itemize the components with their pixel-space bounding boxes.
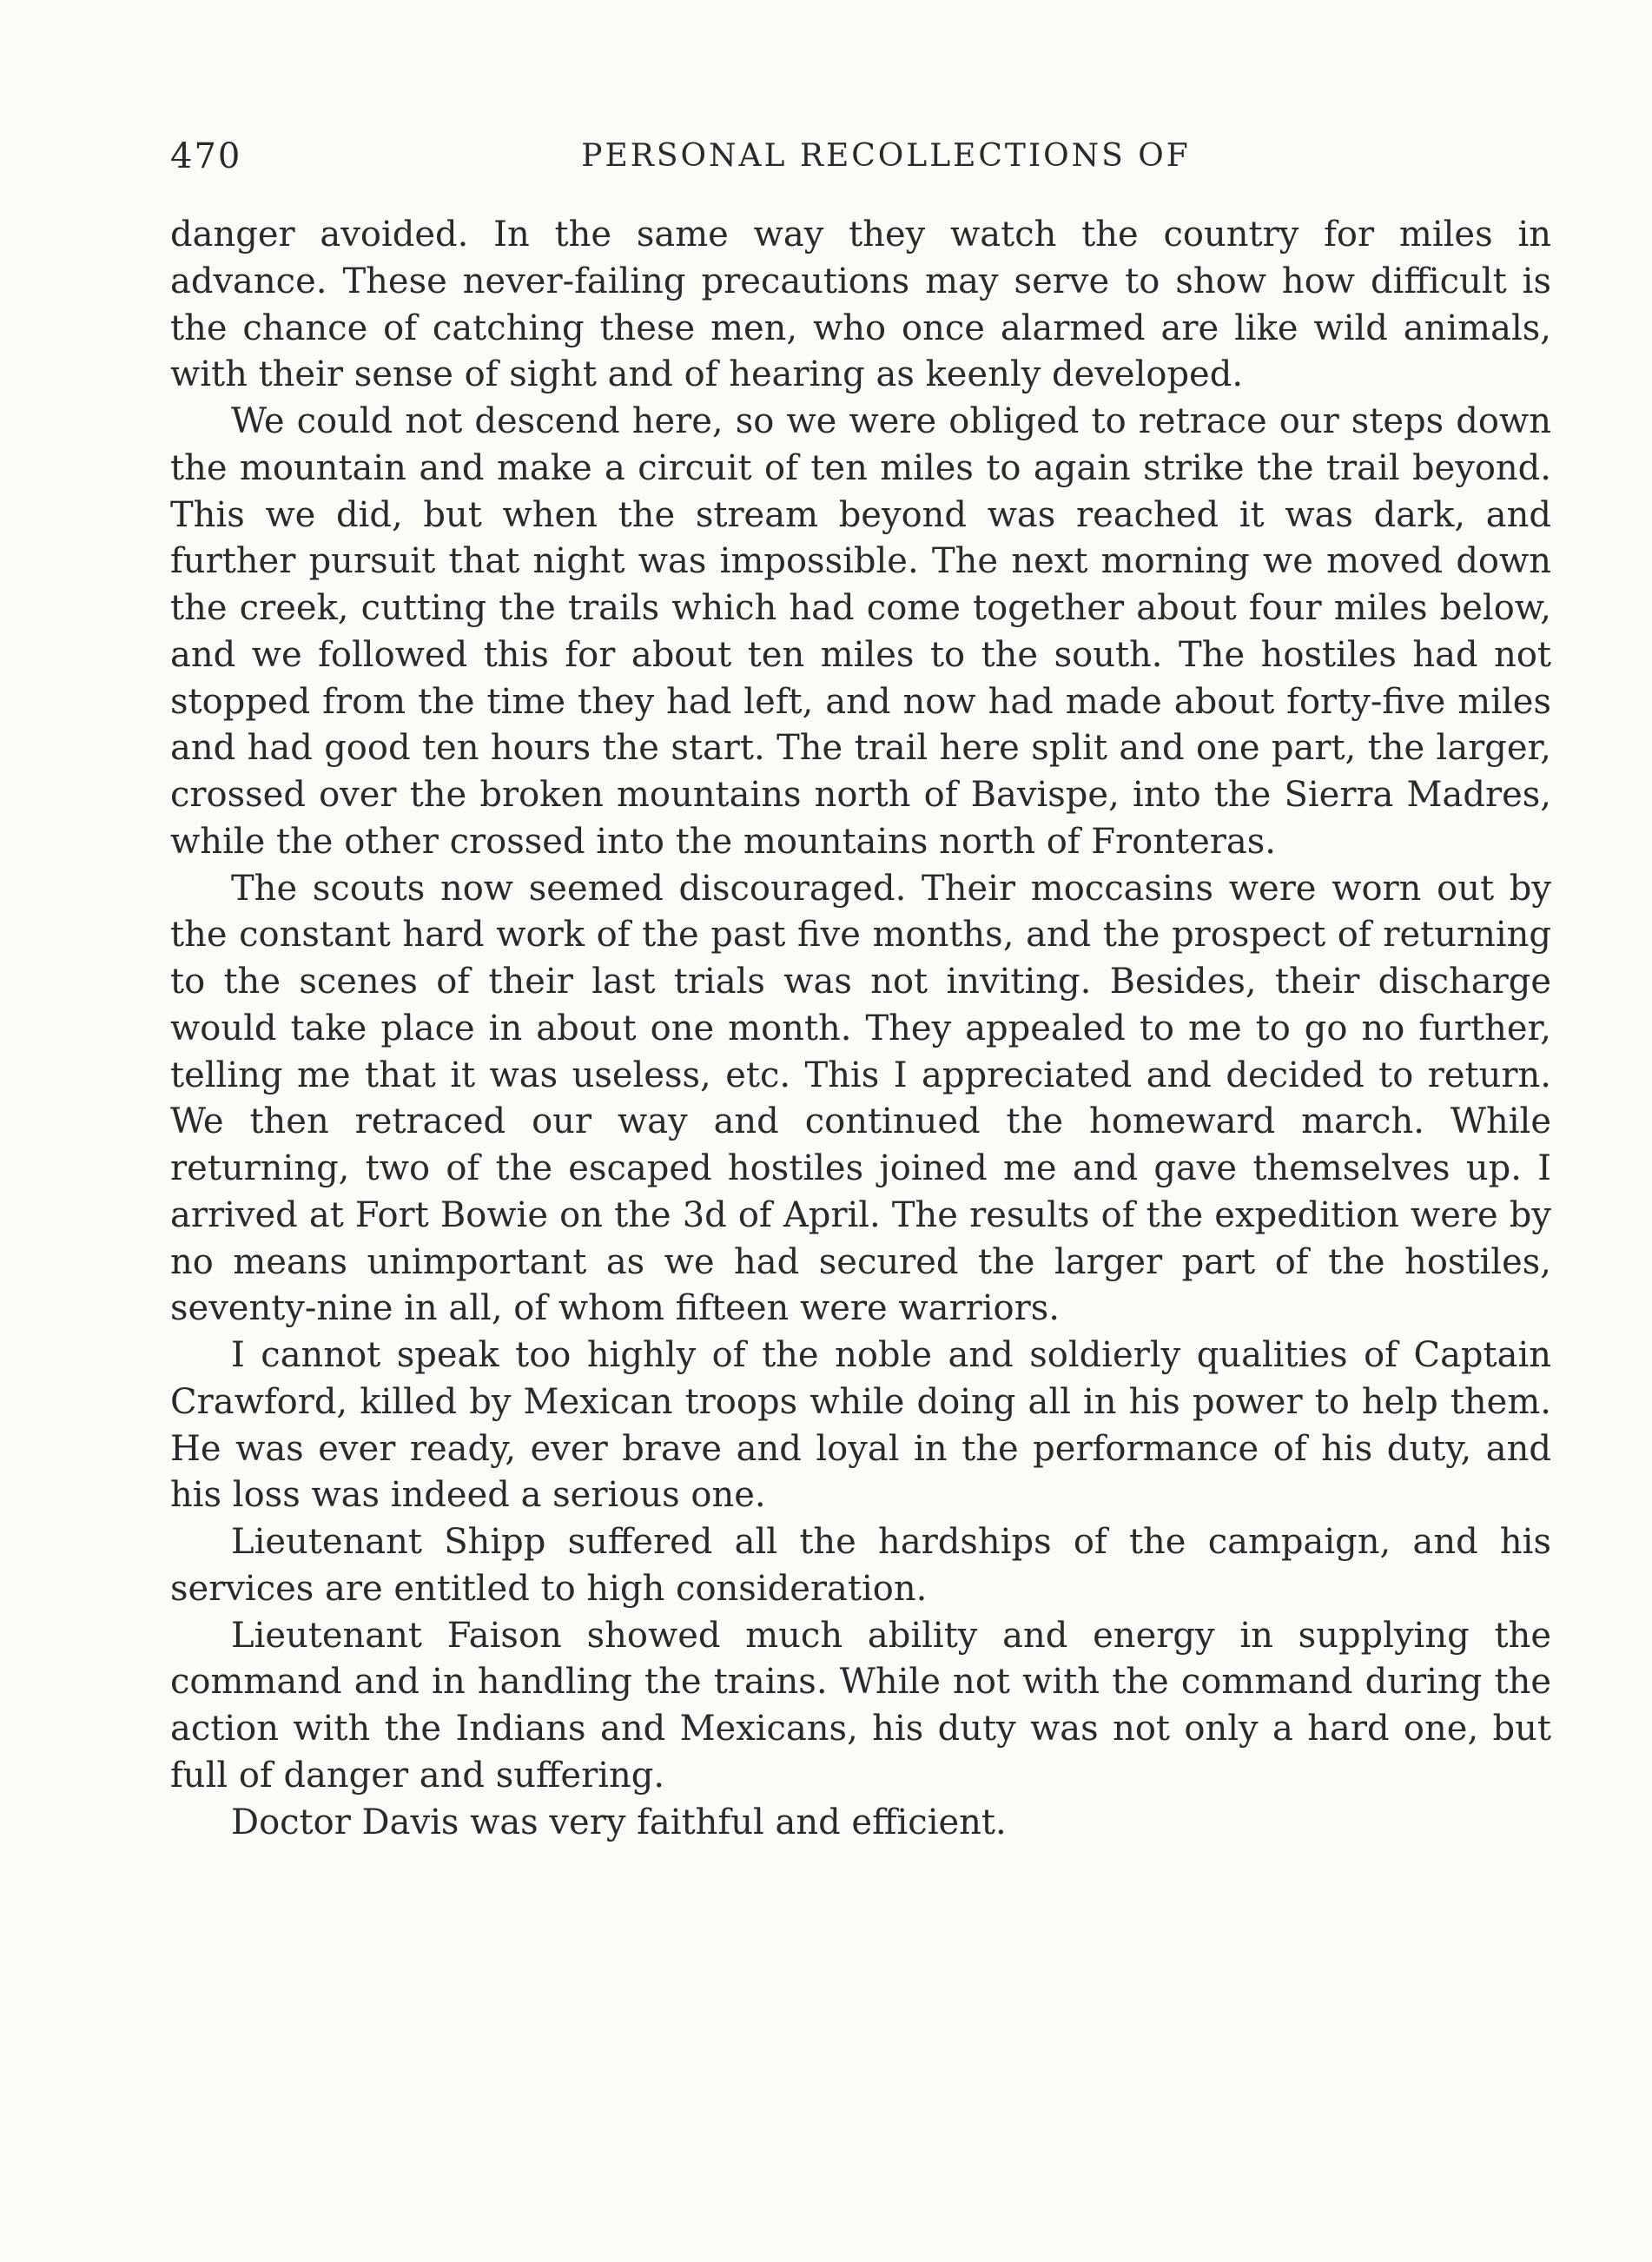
paragraph: We could not descend here, so we were obliged to retrace our steps down the mountain and make a circuit of ten miles to again strike the trail beyond. This we did, but when the stream beyond was reached it was dark, and further pursuit that night was impossible. The next morning we moved down the creek, cutting the trails which had come together about four miles below, and we followed this for about ten miles to the south. The hostiles had not stopped from the time they had left, and now had made about forty-five miles and had good ten hours the start. The trail here split and one part, the larger, crossed over the broken mountains north of Bavispe, into the Sierra Madres, while the other crossed into the mountains north of Fronteras. xyxy=(170,401,1551,862)
paragraph: The scouts now seemed discouraged. Their moccasins were worn out by the constant hard work of the past five months, and the prospect of returning to the scenes of their last trials was not inviting. Besides, their discharge would take place in about one month. They appealed to me to go no further, telling me that it was useless, etc. This I appreciated and decided to return. We then retraced our way and continued the homeward march. While returning, two of the escaped hostiles joined me and gave themselves up. I arrived at Fort Bowie on the 3d of April. The results of the expedition were by no means unimportant as we had secured the larger part of the hostiles, seventy-nine in all, of whom fifteen were warriors. xyxy=(170,868,1551,1329)
paragraph: Doctor Davis was very faithful and efficient. xyxy=(231,1802,1007,1842)
paragraph: I cannot speak too highly of the noble and soldierly qualities of Captain Crawford, killed by Mexican troops while doing all in his power to help them. He was ever ready, ever brave and loyal in the performance of his duty, and his loss was indeed a serious one. xyxy=(170,1335,1551,1516)
body-text xyxy=(170,212,1551,1846)
running-head xyxy=(170,130,1550,182)
running-title: PERSONAL RECOLLECTIONS OF xyxy=(581,138,1191,174)
page-number: 470 xyxy=(170,136,242,176)
paragraph: Lieutenant Shipp suffered all the hardships of the campaign, and his services are entitled to high consideration. xyxy=(170,1522,1551,1609)
paragraph: Lieutenant Faison showed much ability and energy in supplying the command and in handling the trains. While not with the command during the action with the Indians and Mexicans, his duty was not only a hard one, but full of danger and suffering. xyxy=(170,1615,1551,1796)
paragraph-continuation: danger avoided. In the same way they watch the country for miles in advance. These never-failing precautions may serve to show how difficult is the chance of catching these men, who once alarmed are like wild animals, with their sense of sight and of hearing as keenly developed. xyxy=(170,215,1551,395)
